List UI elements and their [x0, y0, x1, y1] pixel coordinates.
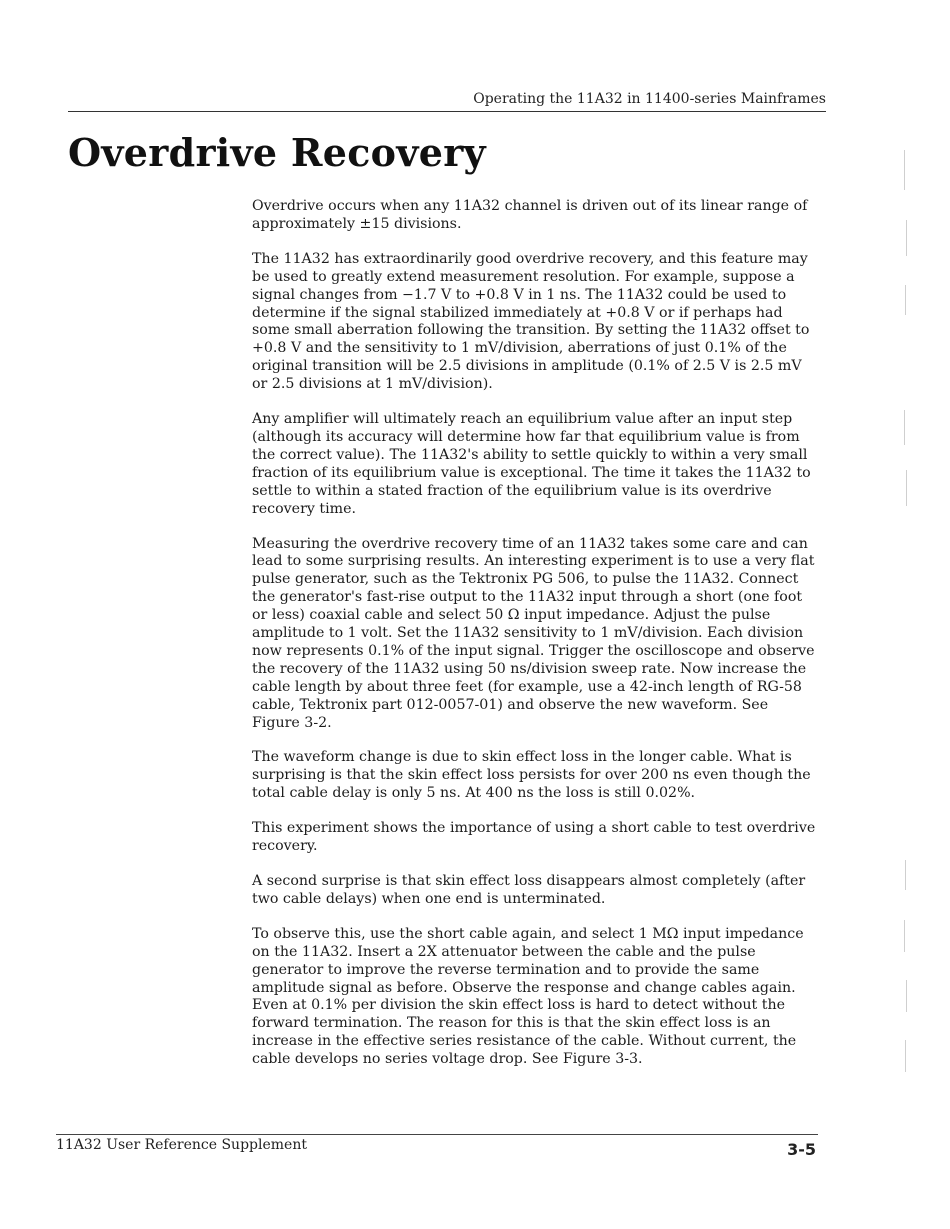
- scan-mark: [904, 920, 905, 952]
- paragraph-measuring-experiment: Measuring the overdrive recovery time of an 11A32 takes some care and can lead to some surprising results. An interesting experiment is to use a very flat pulse generator, such as the Tektronix PG 506, to pulse the 11A32. Connect the generator's fast-rise output to the 11A32 input through a short (one foot or less) coaxial cable and select 50 Ω input impedance. Adjust the pulse amplitude to 1 volt. Set the 11A32 sensitivity to 1 mV/division. Each division now represents 0.1% of the input signal. Trigger the oscilloscope and observe the recovery of the 11A32 using 50 ns/division sweep rate. Now increase the cable length by about three feet (for example, use a 42-inch length of RG-58 cable, Tektronix part 012-0057-01) and observe the new waveform. See Figure 3-2.: [252, 535, 815, 731]
- scan-mark: [905, 860, 906, 890]
- scan-mark: [906, 980, 907, 1012]
- footer-document-name: 11A32 User Reference Supplement: [56, 1137, 307, 1153]
- paragraph-skin-effect: The waveform change is due to skin effect loss in the longer cable. What is surprising is that the skin effect loss persists for over 200 ns even though the total cable delay is only 5 ns. At 400 ns the loss is still 0.02%.: [252, 749, 811, 802]
- paragraph-resolution-example: The 11A32 has extraordinarily good overdrive recovery, and this feature may be used to greatly extend measurement resolution. For example, suppose a signal changes from −1.7 V to +0.8 V in 1 ns. The 11A32 could be used to determine if the signal stabilized immediately at +0.8 V or if perhaps had some small aberration following the transition. By setting the 11A32 offset to +0.8 V and the sensitivity to 1 mV/division, aberrations of just 0.1% of the original transition will be 2.5 divisions in amplitude (0.1% of 2.5 V is 2.5 mV or 2.5 divisions at 1 mV/division).: [252, 250, 810, 393]
- running-header: Operating the 11A32 in 11400-series Mainframes: [473, 91, 826, 107]
- paragraph-equilibrium: Any amplifier will ultimately reach an equilibrium value after an input step (although its accuracy will determine how far that equilibrium value is from the correct value). The 11A32's ability to settle quickly to within a very small fraction of its equilibrium value is exceptional. The time it takes the 11A32 to settle to within a stated fraction of the equilibrium value is its overdrive recovery time.: [252, 411, 811, 517]
- scan-mark: [905, 1040, 906, 1072]
- page-title: Overdrive Recovery: [68, 130, 486, 175]
- scan-mark: [904, 410, 905, 445]
- paragraph-second-surprise: A second surprise is that skin effect loss disappears almost completely (after two cable delays) when one end is unterminated.: [252, 873, 806, 907]
- body-text: [252, 198, 820, 1086]
- paragraph-short-cable: This experiment shows the importance of using a short cable to test overdrive recovery.: [252, 820, 816, 855]
- page-number: 3-5: [787, 1140, 816, 1159]
- scan-mark: [905, 285, 906, 315]
- scan-mark: [904, 150, 905, 190]
- paragraph-observe-procedure: To observe this, use the short cable again, and select 1 MΩ input impedance on the 11A32. Insert a 2X attenuator between the cable and the pulse generator to improve the reverse termination and to provide the same amplitude signal as before. Observe the response and change cables again. Even at 0.1% per division the skin effect loss is hard to detect without the forward termination. The reason for this is that the skin effect loss is an increase in the effective series resistance of the cable. Without current, the cable develops no series voltage drop. See Figure 3-3.: [252, 925, 804, 1068]
- footer-rule: [56, 1134, 818, 1135]
- scan-mark: [906, 220, 907, 256]
- header-rule: [68, 111, 826, 112]
- paragraph-overdrive-definition: Overdrive occurs when any 11A32 channel is driven out of its linear range of approximately ±15 divisions.: [252, 198, 808, 232]
- scan-mark: [906, 470, 907, 506]
